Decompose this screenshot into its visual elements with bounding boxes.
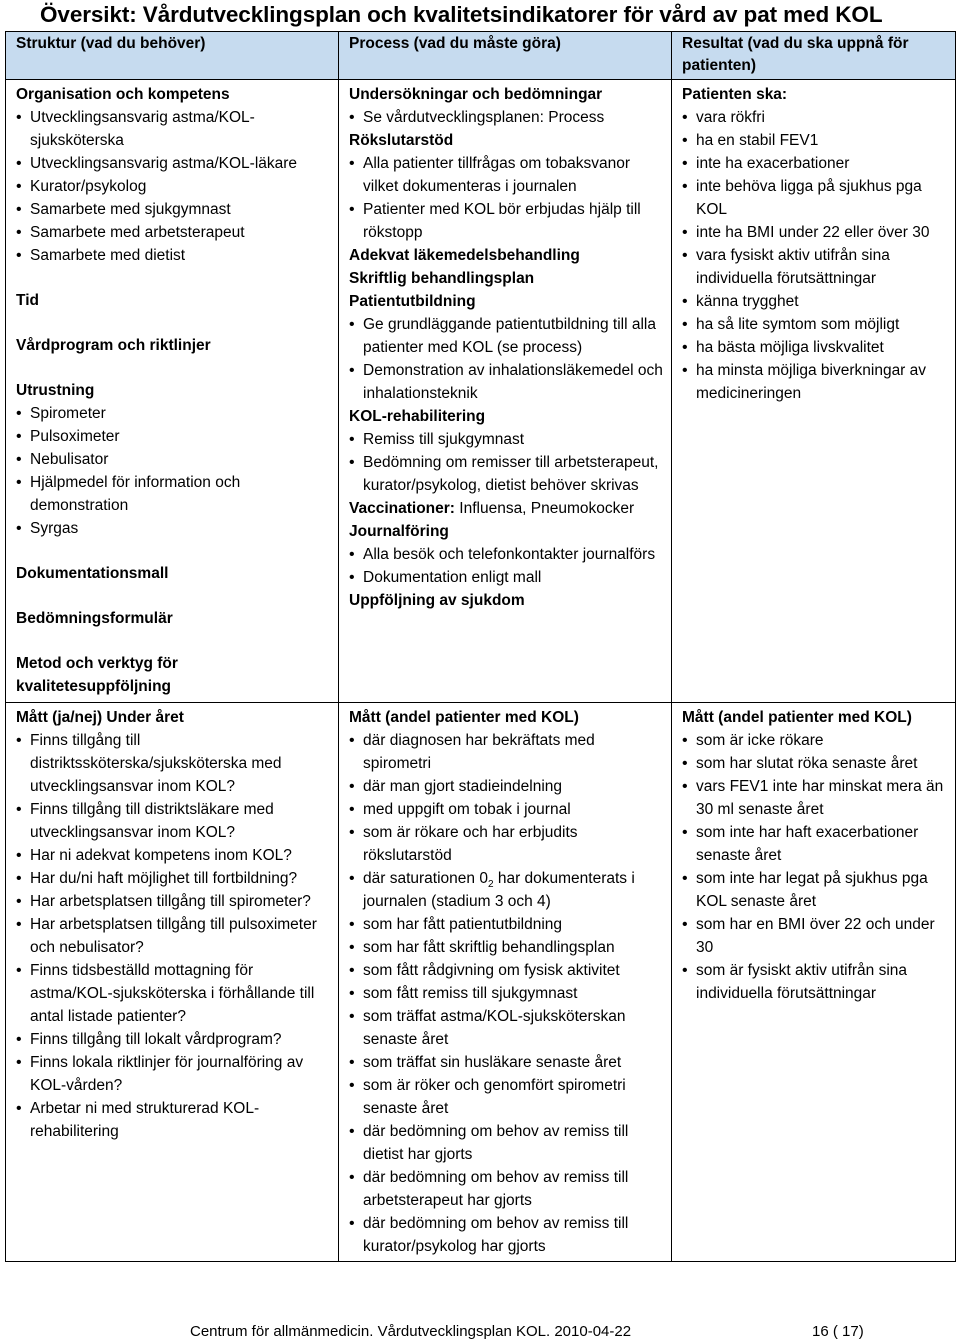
list-item: • Har arbetsplatsen tillgång till pulsoximeter och nebulisator? <box>16 913 334 959</box>
list-item <box>349 867 667 913</box>
list-item: • Arbetar ni med strukturerad KOL-rehabilitering <box>16 1097 334 1143</box>
vaccinationer-label: Vaccinationer: <box>349 500 455 517</box>
resultat-cell <box>672 80 956 703</box>
list-item: • Demonstration av inhalationsläkemedel och inhalationsteknik <box>349 359 667 405</box>
list-item: • Samarbete med arbetsterapeut <box>16 221 334 244</box>
list-item: • Hjälpmedel för information och demonstration <box>16 471 334 517</box>
matt-resultat-list <box>682 729 951 1005</box>
list-item: • som är fysiskt aktiv utifrån sina individuella förutsättningar <box>682 959 951 1005</box>
org-heading: Organisation och kompetens <box>16 86 230 103</box>
matt-resultat-heading: Mått (andel patienter med KOL) <box>682 709 912 726</box>
adekvat-heading: Adekvat läkemedelsbehandling <box>349 247 580 264</box>
list-item: • där bedömning om behov av remiss till dietist har gjorts <box>349 1120 667 1166</box>
list-item: • där bedömning om behov av remiss till kurator/psykolog har gjorts <box>349 1212 667 1258</box>
list-item: • där diagnosen har bekräftats med spirometri <box>349 729 667 775</box>
utrustning-list <box>16 402 334 540</box>
list-item: • som inte har haft exacerbationer senaste året <box>682 821 951 867</box>
journalforing-list <box>349 543 667 589</box>
list-item: • vars FEV1 inte har minskat mera än 30 ml senaste året <box>682 775 951 821</box>
list-item: • Finns tillgång till distriktssköterska/sjuksköterska med utvecklingsansvar inom KOL? <box>16 729 334 798</box>
saturation-pre: där saturationen 0 <box>363 870 488 887</box>
patientutbildning-list <box>349 313 667 405</box>
list-item: • Se vårdutvecklingsplanen: Process <box>349 106 667 129</box>
list-item: • som träffat astma/KOL-sjuksköterskan senaste året <box>349 1005 667 1051</box>
undersokningar-list <box>349 106 667 129</box>
list-item: • som har fått patientutbildning <box>349 913 667 936</box>
list-item: • ha minsta möjliga biverkningar av medicineringen <box>682 359 951 405</box>
list-item: • Utvecklingsansvarig astma/KOL-sjuksköterska <box>16 106 334 152</box>
list-item: • Dokumentation enligt mall <box>349 566 667 589</box>
list-item: • vara fysiskt aktiv utifrån sina individuella förutsättningar <box>682 244 951 290</box>
list-item: • som fått rådgivning om fysisk aktivitet <box>349 959 667 982</box>
list-item: • ha bästa möjliga livskvalitet <box>682 336 951 359</box>
resultat-list <box>682 106 951 405</box>
list-item: • som har slutat röka senaste året <box>682 752 951 775</box>
list-item: • känna trygghet <box>682 290 951 313</box>
page-number: 16 ( 17) <box>812 1323 864 1340</box>
saturation-sub: 2 <box>487 879 494 891</box>
rokslutarstod-heading: Rökslutarstöd <box>349 132 454 149</box>
list-item: • Remiss till sjukgymnast <box>349 428 667 451</box>
list-item: • Samarbete med sjukgymnast <box>16 198 334 221</box>
header-process: Process (vad du måste göra) <box>339 32 672 80</box>
matt-process-heading: Mått (andel patienter med KOL) <box>349 709 579 726</box>
list-item: • som är icke rökare <box>682 729 951 752</box>
list-item: • Finns lokala riktlinjer för journalföring av KOL-vården? <box>16 1051 334 1097</box>
org-list <box>16 106 334 267</box>
rokslutarstod-list <box>349 152 667 244</box>
resultat-heading: Patienten ska: <box>682 86 788 103</box>
saturation-post: har dokumenterats i journalen (stadium 3 och 4) <box>363 870 635 910</box>
list-item: • Alla besök och telefonkontakter journalförs <box>349 543 667 566</box>
kolrehab-list <box>349 428 667 497</box>
list-item: • Syrgas <box>16 517 334 540</box>
vardprogram-heading: Vårdprogram och riktlinjer <box>16 337 211 354</box>
content-row <box>6 80 956 703</box>
list-item: • Pulsoximeter <box>16 425 334 448</box>
list-item: • Har du/ni haft möjlighet till fortbildning? <box>16 867 334 890</box>
page-title: Översikt: Vårdutvecklingsplan och kvalitetsindikatorer för vård av pat med KOL <box>40 2 883 27</box>
utrustning-heading: Utrustning <box>16 382 95 399</box>
list-item: • som har en BMI över 22 och under 30 <box>682 913 951 959</box>
list-item: • som inte har legat på sjukhus pga KOL senaste året <box>682 867 951 913</box>
list-item: • Nebulisator <box>16 448 334 471</box>
list-item: • Samarbete med dietist <box>16 244 334 267</box>
list-item: • inte ha BMI under 22 eller över 30 <box>682 221 951 244</box>
patientutbildning-heading: Patientutbildning <box>349 293 476 310</box>
list-item: • med uppgift om tobak i journal <box>349 798 667 821</box>
list-item: • inte behöva ligga på sjukhus pga KOL <box>682 175 951 221</box>
list-item: • inte ha exacerbationer <box>682 152 951 175</box>
header-struktur: Struktur (vad du behöver) <box>6 32 339 80</box>
vaccinationer-line <box>349 497 667 520</box>
list-item: • Finns tillgång till distriktsläkare med utvecklingsansvar inom KOL? <box>16 798 334 844</box>
list-item: • Utvecklingsansvarig astma/KOL-läkare <box>16 152 334 175</box>
list-item: • Finns tidsbeställd mottagning för astma/KOL-sjuksköterska i förhållande till antal listade patienter? <box>16 959 334 1028</box>
list-item: • som fått remiss till sjukgymnast <box>349 982 667 1005</box>
matt-process-list <box>349 729 667 1258</box>
dokumentationsmall-heading: Dokumentationsmall <box>16 565 169 582</box>
matt-process-cell <box>339 703 672 1262</box>
bedomningsformular-heading: Bedömningsformulär <box>16 610 173 627</box>
list-item: • som är röker och genomfört spirometri senaste året <box>349 1074 667 1120</box>
kolrehab-heading: KOL-rehabilitering <box>349 408 486 425</box>
matt-resultat-cell <box>672 703 956 1262</box>
struktur-cell <box>6 80 339 703</box>
list-item: • Patienter med KOL bör erbjudas hjälp till rökstopp <box>349 198 667 244</box>
list-item: • som är rökare och har erbjudits rökslutarstöd <box>349 821 667 867</box>
matt-struktur-heading: Mått (ja/nej) Under året <box>16 709 184 726</box>
vaccinationer-text: Influensa, Pneumokocker <box>454 500 635 517</box>
header-row <box>6 32 956 80</box>
list-item: • där man gjort stadieindelning <box>349 775 667 798</box>
list-item: • Ge grundläggande patientutbildning till alla patienter med KOL (se process) <box>349 313 667 359</box>
list-item: • Alla patienter tillfrågas om tobaksvanor vilket dokumenteras i journalen <box>349 152 667 198</box>
list-item: • vara rökfri <box>682 106 951 129</box>
process-cell <box>339 80 672 703</box>
journalforing-heading: Journalföring <box>349 523 449 540</box>
list-item: • Kurator/psykolog <box>16 175 334 198</box>
matt-struktur-list <box>16 729 334 1143</box>
list-item: • Har ni adekvat kompetens inom KOL? <box>16 844 334 867</box>
undersokningar-heading: Undersökningar och bedömningar <box>349 86 603 103</box>
list-item: • där bedömning om behov av remiss till arbetsterapeut har gjorts <box>349 1166 667 1212</box>
footer-text: Centrum för allmänmedicin. Vårdutvecklingsplan KOL. 2010-04-22 <box>190 1323 632 1340</box>
list-item: • Bedömning om remisser till arbetsterapeut, kurator/psykolog, dietist behöver skrivas <box>349 451 667 497</box>
list-item: • som träffat sin husläkare senaste året <box>349 1051 667 1074</box>
list-item: • som har fått skriftlig behandlingsplan <box>349 936 667 959</box>
list-item: • Har arbetsplatsen tillgång till spirometer? <box>16 890 334 913</box>
tid-heading: Tid <box>16 292 39 309</box>
matt-struktur-cell <box>6 703 339 1262</box>
measures-row <box>6 703 956 1262</box>
skriftlig-heading: Skriftlig behandlingsplan <box>349 270 535 287</box>
list-item: • ha så lite symtom som möjligt <box>682 313 951 336</box>
uppfoljning-heading: Uppföljning av sjukdom <box>349 592 525 609</box>
overview-table <box>5 31 956 1262</box>
list-item: • Finns tillgång till lokalt vårdprogram? <box>16 1028 334 1051</box>
metod-heading: Metod och verktyg för kvalitetesuppföljning <box>16 655 178 695</box>
list-item: • ha en stabil FEV1 <box>682 129 951 152</box>
header-resultat: Resultat (vad du ska uppnå för patienten) <box>672 32 956 80</box>
list-item: • Spirometer <box>16 402 334 425</box>
